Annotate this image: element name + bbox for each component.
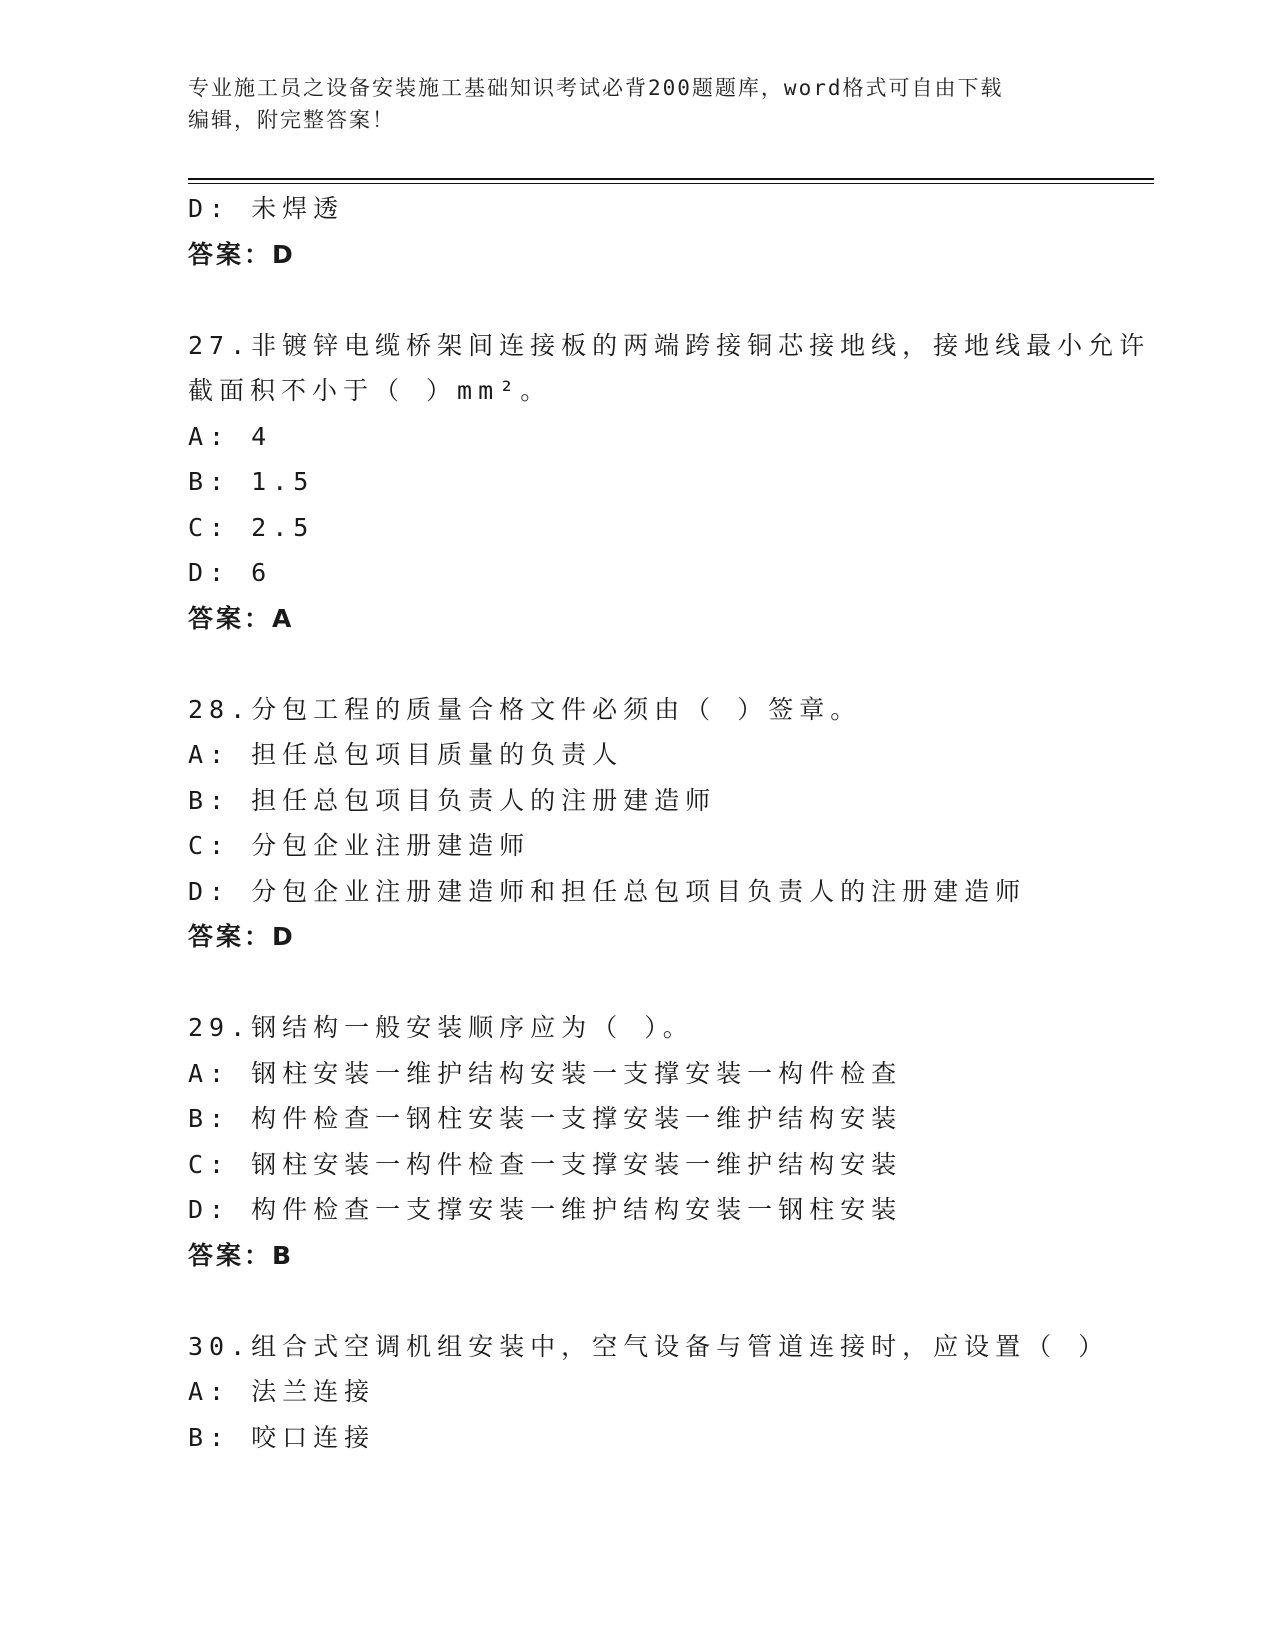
option-c: C: 2.5 xyxy=(188,512,315,542)
header-title-line1: 专业施工员之设备安装施工基础知识考试必背200题题库，word格式可自由下载 xyxy=(188,76,1004,100)
option-d: D: 未焊透 xyxy=(188,194,345,223)
option-c: C: 钢柱安装一构件检查一支撑安装一维护结构安装 xyxy=(188,1149,903,1179)
question-list xyxy=(188,186,1168,1460)
header-divider-thick xyxy=(188,178,1154,180)
question-block-29 xyxy=(188,1005,1168,1278)
option-a: A: 4 xyxy=(188,421,273,451)
answer-label: 答案：A xyxy=(188,603,295,633)
spacer xyxy=(188,960,1168,1006)
answer-label: 答案：B xyxy=(188,1240,295,1270)
question-block-27 xyxy=(188,323,1168,642)
question-block-previous xyxy=(188,186,1168,277)
spacer xyxy=(188,1278,1168,1324)
option-a: A: 法兰连接 xyxy=(188,1377,376,1406)
question-block-30 xyxy=(188,1324,1168,1461)
question-block-28 xyxy=(188,687,1168,960)
question-stem: 27.非镀锌电缆桥架间连接板的两端跨接铜芯接地线，接地线最小允许 xyxy=(188,330,1151,360)
option-d: D: 6 xyxy=(188,558,273,587)
answer-label: 答案：D xyxy=(188,922,296,951)
option-b: B: 构件检查一钢柱安装一支撑安装一维护结构安装 xyxy=(188,1104,903,1133)
option-c: C: 分包企业注册建造师 xyxy=(188,831,531,860)
header-title-line2: 编辑，附完整答案！ xyxy=(188,108,395,132)
question-stem: 28.分包工程的质量合格文件必须由（ ）签章。 xyxy=(188,694,862,724)
option-d: D: 构件检查一支撑安装一维护结构安装一钢柱安装 xyxy=(188,1195,903,1224)
option-a: A: 钢柱安装一维护结构安装一支撑安装一构件检查 xyxy=(188,1058,903,1088)
spacer xyxy=(188,277,1168,323)
header-divider-thin xyxy=(188,183,1154,184)
question-stem: 29.钢结构一般安装顺序应为（ ）。 xyxy=(188,1013,694,1042)
option-d: D: 分包企业注册建造师和担任总包项目负责人的注册建造师 xyxy=(188,876,1027,906)
spacer xyxy=(188,641,1168,687)
question-stem: 30.组合式空调机组安装中，空气设备与管道连接时，应设置（ ） xyxy=(188,1331,1110,1361)
option-b: B: 咬口连接 xyxy=(188,1422,376,1452)
answer-label: 答案：D xyxy=(188,239,296,269)
question-stem-continued: 截面积不小于（ ）mm²。 xyxy=(188,376,552,405)
document-header xyxy=(188,72,1088,136)
option-a: A: 担任总包项目质量的负责人 xyxy=(188,740,624,769)
option-b: B: 担任总包项目负责人的注册建造师 xyxy=(188,785,717,815)
option-b: B: 1.5 xyxy=(188,467,315,496)
